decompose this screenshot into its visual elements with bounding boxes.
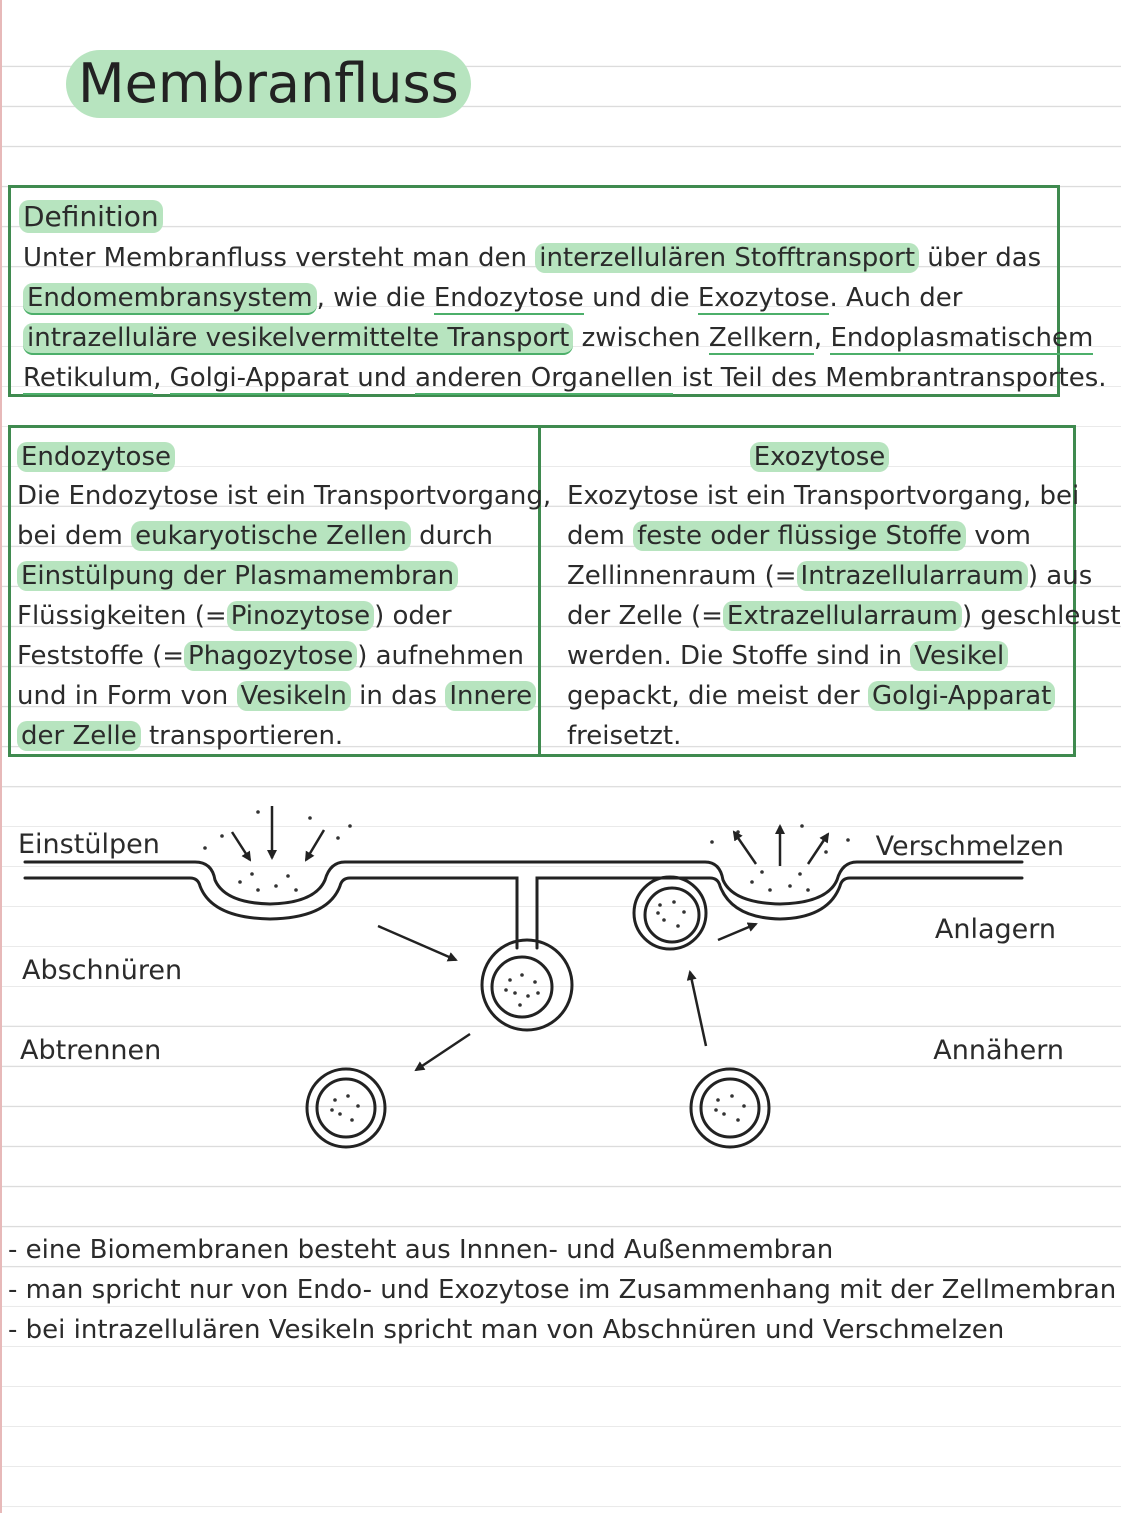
text-segment: Flüssigkeiten (= bbox=[17, 601, 227, 631]
text-segment: ) aufnehmen bbox=[357, 641, 524, 671]
exozytose-text bbox=[567, 476, 1121, 756]
text-segment: Retikulum bbox=[23, 363, 154, 393]
free-vesicle-left-outer bbox=[307, 1069, 385, 1147]
arrow-into-pit-1 bbox=[232, 832, 250, 860]
text-line bbox=[567, 596, 1121, 636]
text-segment: durch bbox=[410, 521, 493, 551]
free-vesicle-right-outer bbox=[691, 1069, 769, 1147]
highlighted-term: Pinozytose bbox=[227, 601, 374, 631]
text-line bbox=[23, 278, 1049, 318]
highlighted-term: Vesikel bbox=[910, 641, 1008, 671]
highlighted-term: Einstülpung der Plasmamembran bbox=[17, 561, 458, 591]
arrow-to-abtrennen bbox=[416, 1034, 470, 1070]
text-segment: transportieren. bbox=[140, 721, 344, 751]
arrow-into-pit-3 bbox=[306, 830, 324, 860]
text-segment: Golgi-Apparat bbox=[169, 363, 349, 393]
text-segment: und die bbox=[583, 283, 698, 313]
text-segment: Feststoffe (= bbox=[17, 641, 185, 671]
highlighted-term: feste oder flüssige Stoffe bbox=[633, 521, 966, 551]
text-line bbox=[17, 636, 532, 676]
text-segment: in das bbox=[350, 681, 446, 711]
text-line bbox=[567, 516, 1072, 556]
arrow-anlagern bbox=[718, 924, 756, 940]
text-segment: Unter Membranfluss versteht man den bbox=[23, 243, 536, 273]
text-line bbox=[23, 358, 1107, 398]
label-annaehern: Annähern bbox=[933, 1035, 1064, 1066]
text-segment: über das bbox=[919, 243, 1042, 273]
text-segment: , wie die bbox=[316, 283, 434, 313]
text-segment: ist Teil des Membrantransportes. bbox=[673, 363, 1107, 393]
text-segment: und bbox=[348, 363, 415, 393]
text-line bbox=[17, 596, 532, 636]
highlighted-term: Phagozytose bbox=[184, 641, 357, 671]
exozytose-column bbox=[567, 438, 1121, 756]
fusing-vesicle-inner bbox=[645, 888, 699, 942]
text-segment: anderen Organellen bbox=[414, 363, 674, 393]
endozytose-text bbox=[17, 476, 552, 756]
endozytose-heading: Endozytose bbox=[17, 438, 532, 476]
note-item: - man spricht nur von Endo- und Exozytose im Zusammenhang mit der Zellmembran bbox=[8, 1275, 1117, 1305]
arrow-to-budding bbox=[378, 926, 456, 960]
text-segment: Zellkern bbox=[708, 323, 814, 353]
note-item: - bei intrazellulären Vesikeln spricht man von Abschnüren und Verschmelzen bbox=[8, 1315, 1005, 1345]
notes-list bbox=[8, 1230, 1116, 1350]
highlighted-term: interzellulären Stofftransport bbox=[535, 243, 919, 273]
text-segment: werden. Die Stoffe sind in bbox=[567, 641, 911, 671]
note-item: - eine Biomembranen besteht aus Innnen- und Außenmembran bbox=[8, 1235, 834, 1265]
budding-vesicle-inner bbox=[492, 957, 552, 1017]
free-vesicle-left-inner bbox=[317, 1079, 375, 1137]
free-vesicle-right-inner bbox=[701, 1079, 759, 1137]
page-title: Membranfluss bbox=[66, 50, 471, 118]
highlighted-term: Vesikeln bbox=[237, 681, 351, 711]
highlighted-term: Golgi-Apparat bbox=[868, 681, 1055, 711]
text-line bbox=[17, 716, 532, 756]
plasma-membrane-inner bbox=[25, 878, 1022, 948]
text-segment: bei dem bbox=[17, 521, 132, 551]
highlighted-term: Extrazellularraum bbox=[723, 601, 962, 631]
text-line bbox=[17, 476, 552, 516]
text-segment: Exozytose ist ein Transportvorgang, bei bbox=[567, 481, 1080, 511]
text-segment: ) aus bbox=[1027, 561, 1093, 591]
text-segment: ) geschleust bbox=[961, 601, 1121, 631]
label-abschnueren: Abschnüren bbox=[22, 955, 183, 986]
text-segment: dem bbox=[567, 521, 634, 551]
text-line bbox=[567, 676, 1072, 716]
text-line bbox=[567, 636, 1072, 676]
highlighted-term: Intrazellularraum bbox=[797, 561, 1028, 591]
text-segment: der Zelle (= bbox=[567, 601, 723, 631]
label-einstuelpen: Einstülpen bbox=[18, 829, 160, 860]
membrane-flow-diagram bbox=[0, 790, 1080, 1160]
text-segment: und in Form von bbox=[17, 681, 237, 711]
highlighted-term: eukaryotische Zellen bbox=[131, 521, 411, 551]
text-segment: Die Endozytose ist ein Transportvorgang, bbox=[17, 481, 552, 511]
definition-heading: Definition bbox=[19, 200, 163, 234]
text-segment: Exozytose bbox=[697, 283, 830, 313]
column-divider bbox=[538, 428, 541, 754]
text-segment: vom bbox=[966, 521, 1031, 551]
text-segment: Zellinnenraum (= bbox=[567, 561, 797, 591]
text-line bbox=[567, 716, 1072, 756]
text-line bbox=[17, 516, 532, 556]
highlighted-term: Endomembransystem bbox=[23, 283, 317, 315]
text-line bbox=[17, 556, 532, 596]
definition-text bbox=[23, 238, 1107, 398]
comparison-box bbox=[8, 425, 1121, 757]
text-segment: zwischen bbox=[573, 323, 709, 353]
text-line bbox=[567, 476, 1080, 516]
text-segment: freisetzt. bbox=[567, 721, 682, 751]
label-abtrennen: Abtrennen bbox=[20, 1035, 162, 1066]
text-segment: Endoplasmatischem bbox=[830, 323, 1094, 353]
definition-box bbox=[8, 185, 1107, 397]
highlighted-term: der Zelle bbox=[17, 721, 141, 751]
notebook-margin-line bbox=[0, 0, 2, 1513]
arrow-out-pit-1 bbox=[734, 832, 756, 864]
plasma-membrane-outer bbox=[25, 862, 1022, 904]
text-line bbox=[23, 318, 1094, 358]
text-segment: ) oder bbox=[374, 601, 452, 631]
endozytose-column bbox=[17, 438, 552, 756]
text-line bbox=[23, 238, 1049, 278]
text-line bbox=[567, 556, 1093, 596]
text-line bbox=[17, 676, 532, 716]
text-segment: , bbox=[813, 323, 831, 353]
label-verschmelzen: Verschmelzen bbox=[875, 831, 1064, 862]
arrow-out-pit-3 bbox=[808, 834, 828, 864]
text-segment: . Auch der bbox=[829, 283, 963, 313]
arrow-annaehern bbox=[690, 972, 706, 1046]
text-segment: Endozytose bbox=[433, 283, 584, 313]
highlighted-term: Innere bbox=[445, 681, 536, 711]
label-anlagern: Anlagern bbox=[934, 914, 1056, 945]
highlighted-term: intrazelluläre vesikelvermittelte Transport bbox=[23, 323, 573, 355]
exozytose-heading: Exozytose bbox=[567, 438, 1072, 476]
text-segment: gepackt, die meist der bbox=[567, 681, 869, 711]
text-segment: , bbox=[153, 363, 170, 393]
